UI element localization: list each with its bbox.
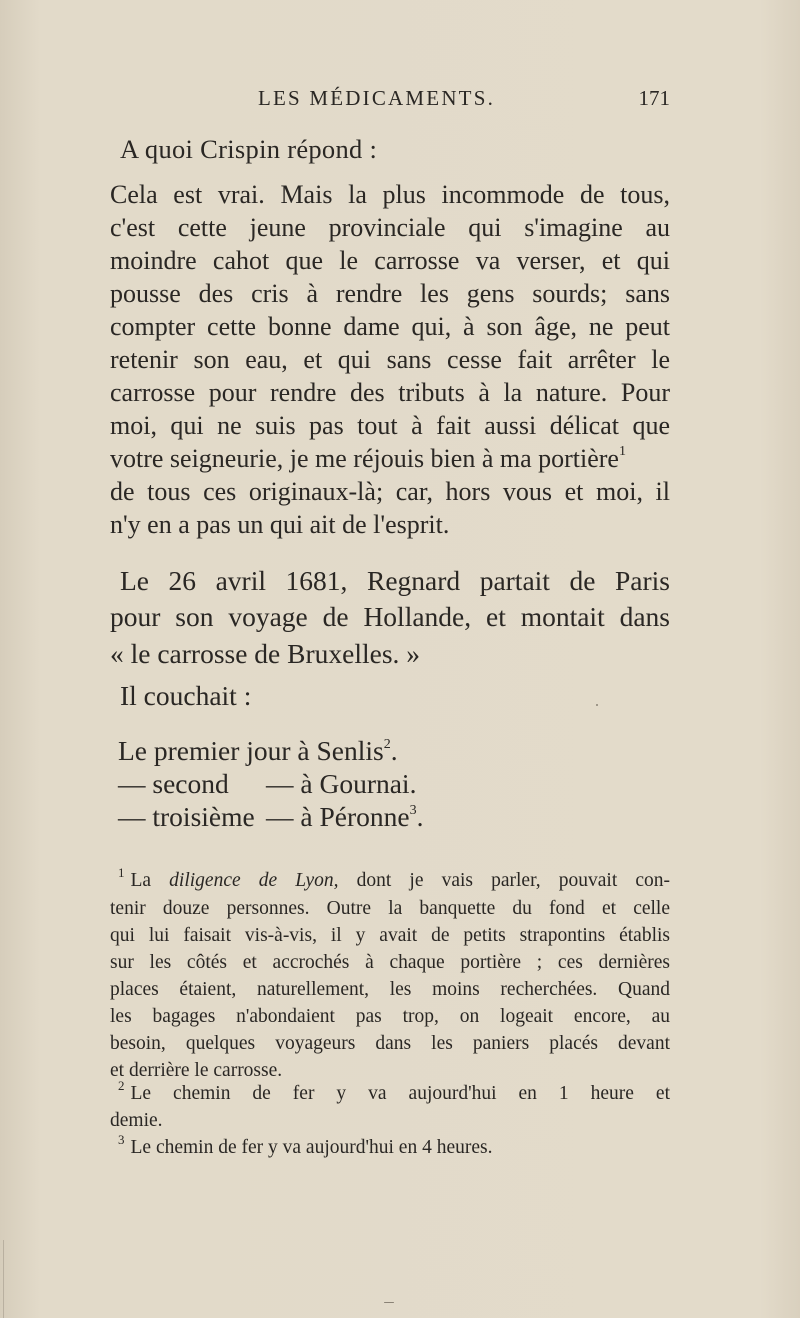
quote-line: moindre cahot que le carrosse va verser, et qui [110,246,670,275]
itinerary-text: — à Gournai. [266,768,417,799]
footnote-line: tenir douze personnes. Outre la banquette du fond et celle [110,898,670,919]
itinerary-text: — à Péronne [266,801,410,832]
footnote-line: qui lui faisait vis-à-vis, il y avait de petits strapontins établis [110,925,670,946]
footnote-italic: diligence de Lyon, [169,870,339,891]
running-title: LES MÉDICAMENTS. [258,86,496,110]
quote-line-text: votre seigneurie, je me réjouis bien à ma portière [110,444,619,473]
itinerary-text: Le premier jour à Senlis [118,735,384,766]
quote-line: n'y en a pas un qui ait de l'esprit. [110,510,450,539]
footnote-line: places étaient, naturellement, les moins recherchées. Quand [110,979,670,1000]
footnote-number: 2 [118,1078,125,1093]
page-header [110,86,670,112]
itinerary-punct: . [390,735,398,766]
quote-line: Cela est vrai. Mais la plus incommode de tous, [110,180,670,209]
paragraph-line: Le 26 avril 1681, Regnard partait de Paris [120,565,670,596]
itinerary-day-2 [118,768,678,800]
footnote-3-line [118,1132,678,1161]
footnote-2-first-line [118,1078,670,1107]
quote-line: carrosse pour rendre des tributs à la nature. Pour [110,378,670,407]
footnote-ref-2: 2 [383,737,391,752]
couchait-line: Il couchait : [120,680,252,711]
footnote-ref-3: 3 [409,803,417,818]
footnote-text: Le chemin de fer y va aujourd'hui en 4 heures. [130,1137,493,1158]
quote-line: de tous ces originaux-là; car, hors vous et moi, il [110,477,670,506]
itinerary-punct: . [416,801,424,832]
paper-speck [596,704,598,706]
footnote-1-first-line [118,865,670,894]
footnote-line: et derrière le carrosse. [110,1060,283,1081]
footnote-line: besoin, quelques voyageurs dans les paniers placés devant [110,1033,670,1054]
quote-line: retenir son eau, et qui sans cesse fait arrêter le [110,345,670,374]
quote-line: pousse des cris à rendre les gens sourds; sans [110,279,670,308]
paragraph-line: pour son voyage de Hollande, et montait dans [110,601,670,632]
footnote-number: 3 [118,1132,125,1147]
itinerary-day-1 [118,735,678,767]
footnote-line: demie. [110,1110,163,1131]
quote-line-with-ref [110,443,670,475]
page-edge-mark [3,1240,4,1318]
quote-line: c'est cette jeune provinciale qui s'imagine au [110,213,670,242]
footnote-ref-1: 1 [618,444,626,459]
footnote-text: dont je vais parler, pouvait con- [338,870,670,891]
footnote-line: sur les côtés et accrochés à chaque portière ; ces dernières [110,952,670,973]
paragraph-line: « le carrosse de Bruxelles. » [110,638,421,669]
quote-line: moi, qui ne suis pas tout à fait aussi délicat que [110,411,670,440]
page-number: 171 [638,86,670,110]
intro-line: A quoi Crispin répond : [120,134,378,164]
footnote-line: les bagages n'abondaient pas trop, on logeait encore, au [110,1006,670,1027]
itinerary-text: — troisième [118,801,255,832]
quote-line: compter cette bonne dame qui, à son âge, ne peut [110,312,670,341]
itinerary-text: — second [118,768,229,799]
footnote-number: 1 [118,865,125,880]
paper-speck [384,1302,394,1303]
itinerary-day-3 [118,801,678,833]
footnote-text: La [130,870,170,891]
footnote-text: Le chemin de fer y va aujourd'hui en 1 heure et [130,1083,670,1104]
